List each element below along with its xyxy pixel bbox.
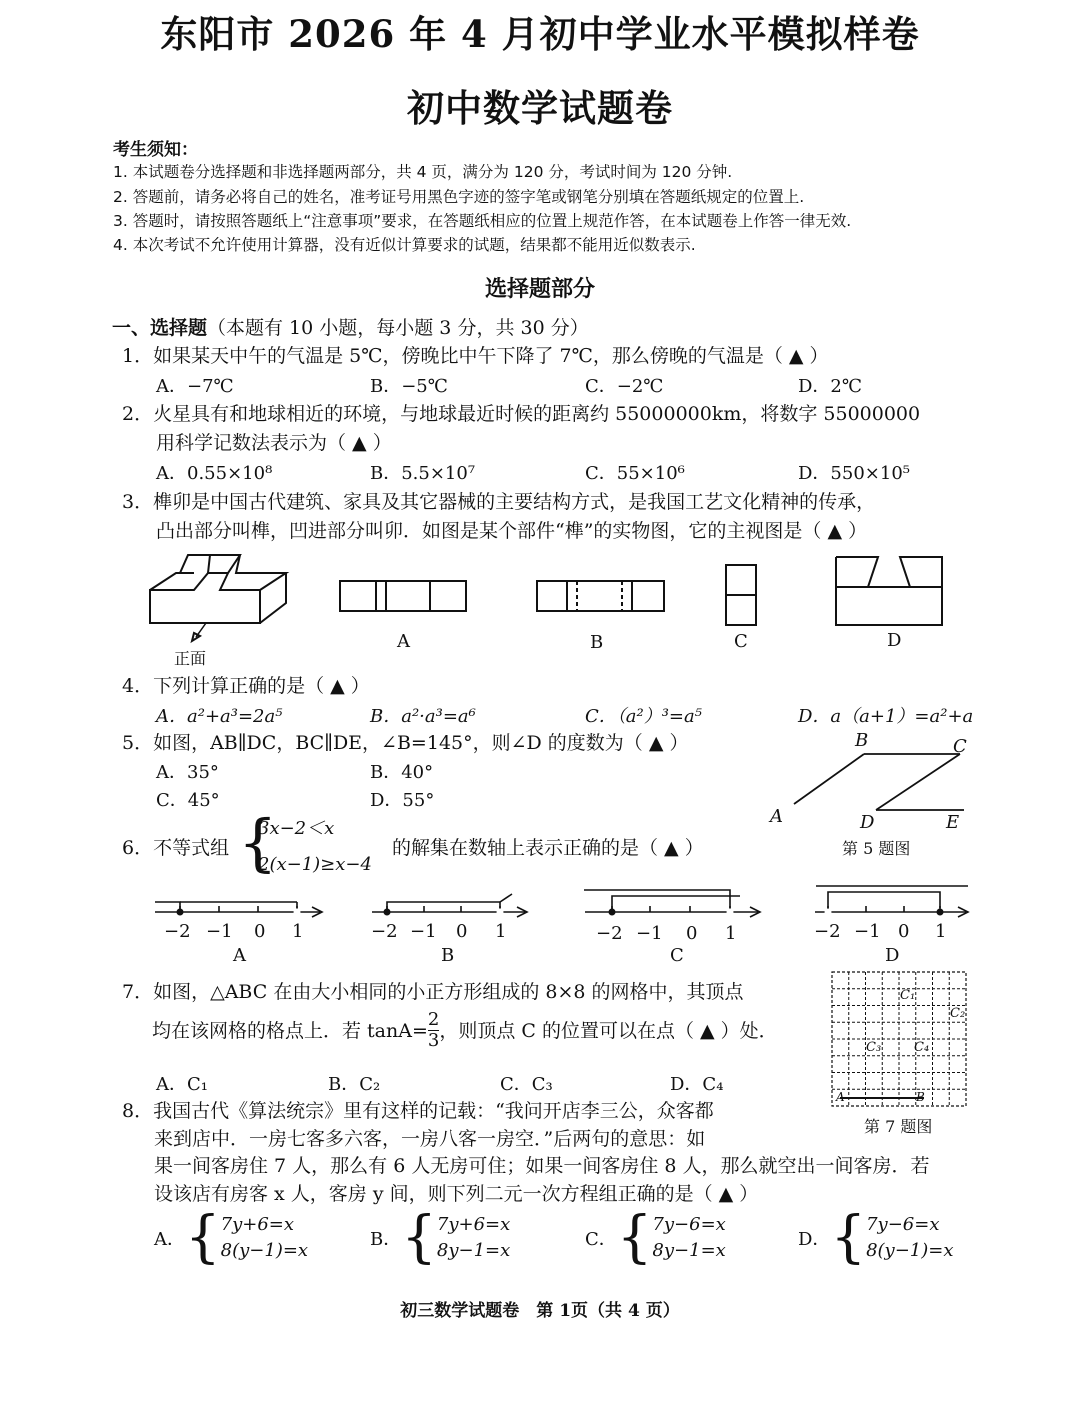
q7-line2-post: ，则顶点 C 的位置可以在点（ ▲ ）处． (439, 1019, 778, 1042)
note-item: 2. 答题前，请务必将自己的姓名，准考证号用黑色字迹的签字笔或钢笔分别填在答题纸规定的位置上. (113, 188, 805, 206)
q2-option-d[interactable]: D．550×10⁵ (798, 463, 910, 484)
tenon-3d-figure (150, 555, 286, 641)
q8-b-system (437, 1212, 510, 1264)
q6-d-tick: −2 (814, 921, 841, 942)
q5-option-c[interactable]: C．45° (156, 790, 220, 811)
q8-d-system (866, 1212, 953, 1264)
q3-label-c: C (734, 631, 748, 652)
q8-a-brace: { (185, 1205, 221, 1270)
q3-label-b: B (590, 632, 604, 653)
q5-point-d: D (860, 812, 875, 833)
q6-b-tick: 1 (495, 921, 507, 942)
q8-option-c[interactable] (585, 1205, 726, 1270)
q2-option-a[interactable]: A．0.55×10⁸ (156, 463, 273, 484)
q6-a-tick: −2 (164, 921, 191, 942)
q1-option-b[interactable]: B．−5℃ (370, 376, 448, 397)
q8-c-eq2: 8y−1=x (652, 1240, 726, 1261)
q8-a-eq1: 7y+6=x (220, 1214, 295, 1235)
q6-b-tick: −1 (410, 921, 437, 942)
question-5: 5．如图，AB∥DC，BC∥DE，∠B=145°，则∠D 的度数为（ ▲ ） (122, 732, 689, 754)
q2-option-b[interactable]: B．5.5×10⁷ (370, 463, 476, 484)
q7-option-b[interactable]: B．C₂ (328, 1074, 381, 1095)
q6-c-tick: −2 (596, 923, 623, 944)
q5-point-e: E (946, 812, 960, 833)
q7-point-b: B (916, 1090, 925, 1104)
q5-option-a[interactable]: A．35° (156, 762, 219, 783)
q6-brace: { (238, 806, 278, 879)
exam-subtitle: 初中数学试题卷 (407, 86, 673, 130)
q6-c-tick: −1 (636, 923, 663, 944)
q6-b-tick: 0 (456, 921, 468, 942)
q6-label-d: D (885, 945, 900, 966)
q8-b-brace: { (401, 1205, 437, 1270)
q8-b-eq2: 8y−1=x (436, 1240, 511, 1261)
q6-a-tick: −1 (206, 921, 233, 942)
question-7-line2 (152, 1010, 778, 1051)
q8-option-a[interactable] (154, 1205, 309, 1270)
q5-point-b: B (855, 730, 869, 751)
q5-option-b[interactable]: B．40° (370, 762, 434, 783)
q8-b-eq1: 7y+6=x (436, 1214, 511, 1235)
q7-option-c[interactable]: C．C₃ (500, 1074, 553, 1095)
q3-view-d (836, 557, 942, 625)
notes-heading: 考生须知： (113, 140, 198, 160)
q3-view-a (340, 581, 466, 611)
q6-inequality-1: 3x−2＜x (258, 818, 335, 839)
q6-d-tick: 1 (935, 921, 947, 942)
q8-c-system (652, 1212, 725, 1264)
q6-label-a: A (233, 945, 246, 966)
q8-c-eq1: 7y−6=x (652, 1214, 726, 1235)
note-item: 3. 答题时，请按照答题纸上“注意事项”要求，在答题纸相应的位置上规范作答，在本试题卷上作答一律无效. (113, 212, 852, 230)
question-8-line3: 果一间客房住 7 人，那么有 6 人无房可住；如果一间客房住 8 人，那么就空出一间客房．若 (154, 1155, 930, 1177)
q8-d-eq2: 8(y−1)=x (866, 1240, 954, 1261)
q3-view-b (537, 581, 664, 611)
question-2-line2: 用科学记数法表示为（ ▲ ） (156, 432, 392, 454)
q5-point-c: C (953, 736, 967, 757)
q6-label-c: C (670, 945, 684, 966)
q5-option-d[interactable]: D．55° (370, 790, 435, 811)
question-6-prefix: 6．不等式组 (122, 837, 230, 859)
q6-option-d-line (815, 886, 968, 917)
part-label: 一、选择题 (112, 317, 208, 339)
q3-label-a: A (397, 631, 410, 652)
q3-view-c (726, 565, 756, 625)
q3-figures (140, 545, 980, 675)
q7-frac-den: 3 (427, 1030, 440, 1051)
question-3-line1: 3．榫卯是中国古代建筑、家具及其它器械的主要结构方式，是我国工艺文化精神的传承， (122, 491, 876, 513)
q8-d-label: D． (798, 1229, 831, 1250)
q6-c-tick: 0 (686, 923, 698, 944)
q8-d-brace: { (830, 1205, 867, 1270)
q7-option-a[interactable]: A．C₁ (156, 1074, 208, 1095)
q7-line2-pre: 均在该网格的格点上．若 tanA= (152, 1019, 428, 1042)
q8-a-eq2: 8(y−1)=x (220, 1240, 309, 1261)
q8-c-brace: { (616, 1205, 653, 1270)
note-item: 4. 本次考试不允许使用计算器，没有近似计算要求的试题，结果都不能用近似数表示. (113, 236, 696, 254)
page-footer: 初三数学试题卷 第 1页（共 4 页） (400, 1301, 680, 1321)
q7-point-a: A (836, 1090, 845, 1104)
question-8-line2: 来到店中．一房七客多六客，一房八客一房空．”后两句的意思：如 (154, 1128, 706, 1150)
question-3-line2: 凸出部分叫榫，凹进部分叫卯．如图是某个部件“榫”的实物图，它的主视图是（ ▲ ） (156, 520, 868, 542)
note-item: 1. 本试题卷分选择题和非选择题两部分，共 4 页，满分为 120 分，考试时间为 120 分钟. (113, 163, 733, 181)
question-2-line1: 2．火星具有和地球相近的环境，与地球最近时候的距离约 55000000km，将数字 55000000 (122, 403, 921, 425)
q4-option-b[interactable]: B．a²·a³=a⁶ (370, 706, 476, 727)
question-6-suffix: 的解集在数轴上表示正确的是（ ▲ ） (392, 837, 704, 859)
q5-point-a: A (770, 806, 783, 827)
q6-a-tick: 0 (254, 921, 266, 942)
q6-label-b: B (441, 945, 455, 966)
exam-title: 东阳市 2026 年 4 月初中学业水平模拟样卷 (160, 12, 920, 56)
q1-option-d[interactable]: D．2℃ (798, 376, 863, 397)
q7-fraction (428, 1010, 439, 1051)
q7-point-c2: C₂ (950, 1006, 966, 1021)
q2-option-c[interactable]: C．55×10⁶ (585, 463, 685, 484)
q6-d-tick: 0 (898, 921, 910, 942)
front-face-label: 正面 (174, 649, 207, 668)
q7-option-d[interactable]: D．C₄ (670, 1074, 724, 1095)
q6-d-tick: −1 (854, 921, 881, 942)
q8-a-label: A． (154, 1229, 185, 1250)
part-heading (112, 314, 589, 342)
q6-b-tick: −2 (371, 921, 398, 942)
q7-point-c4: C₄ (914, 1040, 930, 1055)
question-7-line1: 7．如图，△ABC 在由大小相同的小正方形组成的 8×8 的网格中，其顶点 (122, 981, 744, 1003)
q8-option-d[interactable] (798, 1205, 954, 1270)
q7-caption: 第 7 题图 (864, 1117, 933, 1136)
question-8-line4: 设该店有房客 x 人，客房 y 间，则下列二元一次方程组正确的是（ ▲ ） (154, 1183, 759, 1205)
part-desc: （本题有 10 小题，每小题 3 分，共 30 分） (207, 317, 589, 339)
question-4: 4．下列计算正确的是（ ▲ ） (122, 675, 370, 697)
q8-option-b[interactable] (370, 1205, 511, 1270)
q6-a-tick: 1 (292, 921, 304, 942)
q1-option-c[interactable]: C．−2℃ (585, 376, 664, 397)
q3-label-d: D (887, 630, 902, 651)
q6-option-c-line (584, 890, 760, 917)
q4-option-d[interactable]: D．a（a+1）=a²+a (798, 706, 974, 727)
q5-caption: 第 5 题图 (842, 839, 911, 858)
q8-c-label: C． (585, 1229, 617, 1250)
q6-c-tick: 1 (725, 923, 737, 944)
q6-inequality-2: 2(x−1)≥x−4 (258, 854, 372, 875)
q6-option-b-line (372, 894, 527, 917)
q8-d-eq1: 7y−6=x (866, 1214, 940, 1235)
q6-option-a-line (155, 902, 322, 917)
q4-option-c[interactable]: C．（a²）³=a⁵ (585, 706, 702, 727)
question-1: 1．如果某天中午的气温是 5℃，傍晚比中午下降了 7℃，那么傍晚的气温是（ ▲ ） (122, 345, 829, 367)
q7-point-c1: C₁ (900, 988, 916, 1003)
question-8-line1: 8．我国古代《算法统宗》里有这样的记载：“我问开店李三公，众客都 (122, 1100, 714, 1122)
q7-point-c3: C₃ (866, 1040, 882, 1055)
section-title: 选择题部分 (484, 276, 595, 302)
q7-frac-num: 2 (427, 1009, 440, 1030)
q8-b-label: B． (370, 1229, 402, 1250)
q1-option-a[interactable]: A．−7℃ (156, 376, 234, 397)
q8-a-system (221, 1212, 308, 1264)
q4-option-a[interactable]: A．a²+a³=2a⁵ (156, 706, 283, 727)
